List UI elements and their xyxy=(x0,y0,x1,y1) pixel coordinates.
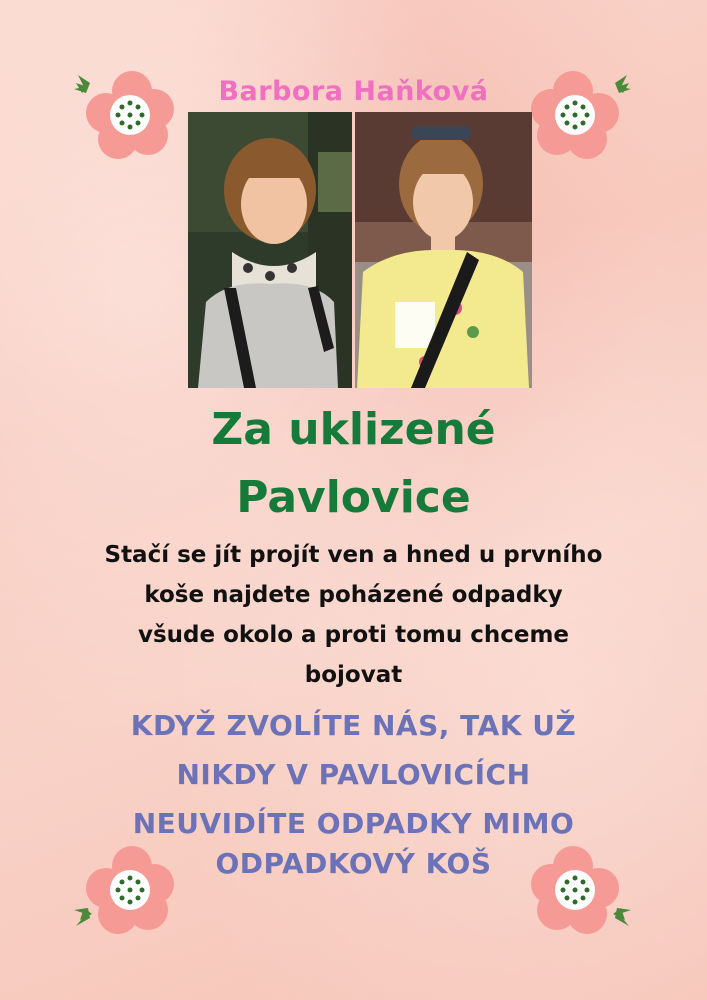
body-line: všude okolo a proti tomu chceme xyxy=(137,622,570,648)
poster-body-text xyxy=(40,535,667,695)
poster-title-line-2: Pavlovice xyxy=(236,472,471,523)
body-line: koše najdete poházené odpadky xyxy=(144,582,563,608)
body-line: Stačí se jít projít ven a hned u prvního xyxy=(104,542,603,568)
body-line: bojovat xyxy=(304,662,403,688)
slogan-line: NIKDY V PAVLOVICÍCH xyxy=(176,758,531,791)
slogan-line: ODPADKOVÝ KOŠ xyxy=(215,847,492,880)
slogan-line: KDYŽ ZVOLÍTE NÁS, TAK UŽ xyxy=(130,709,577,742)
poster-title-line-1: Za uklizené xyxy=(211,404,496,455)
portrait-photo-right xyxy=(355,112,532,388)
slogan-line: NEUVIDÍTE ODPADKY MIMO xyxy=(132,807,575,840)
candidate-name: Barbora Haňková xyxy=(218,76,489,107)
portrait-photo-left xyxy=(188,112,352,388)
